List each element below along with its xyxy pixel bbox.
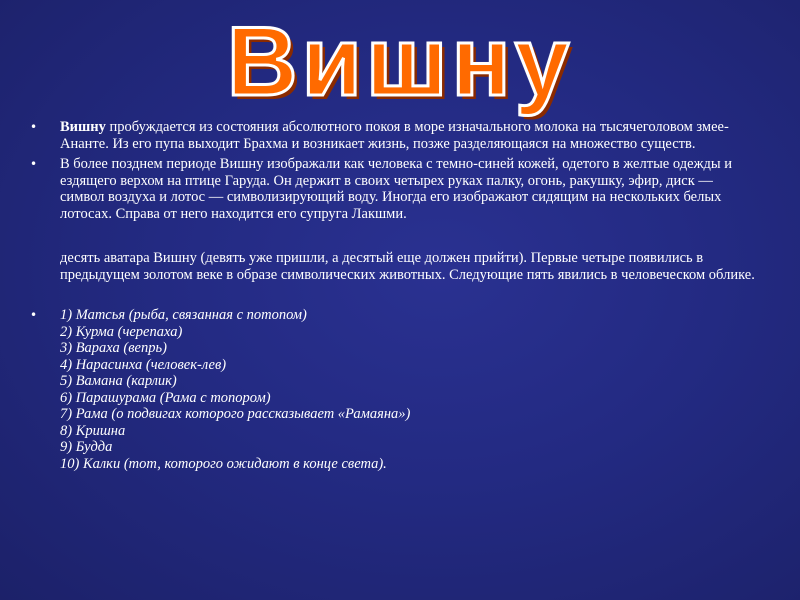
list-item: 6) Парашурама (Рама с топором) <box>60 389 271 406</box>
list-item: 8) Кришна <box>60 422 126 439</box>
list-item: 10) Калки (тот, которого ожидают в конце света). <box>60 455 387 472</box>
avatars-intro: десять аватара Вишну (девять уже пришли, а десятый еще должен прийти). Первые четыре появились в предыдущем золотом веке в образе символических животных. Следующие пять явились в человеческом облике. <box>60 250 755 283</box>
intro-bold-name: Вишну <box>60 119 106 135</box>
intro-paragraph <box>30 119 760 152</box>
avatars-list <box>60 307 760 472</box>
description-paragraph <box>30 156 760 222</box>
description-text: В более позднем периоде Вишну изображали как человека с темно-синей кожей, одетого в желтые одежды и ездящего верхом на птице Гаруда. Он держит в своих четырех руках палку, огонь, ракушку, эфир, диск — символ воздуха и лотос — символизирующий воду. Иногда его изображают сидящим на нескольких белых лотосах. Справа от него находится его супруга Лакшми. <box>60 156 733 222</box>
list-item: 4) Нарасинха (человек-лев) <box>60 356 227 373</box>
slide-content <box>30 119 760 472</box>
bullet-icon: • <box>30 157 38 171</box>
list-item: 5) Вамана (карлик) <box>60 373 177 389</box>
list-item: 7) Рама (о подвигах которого рассказывает «Рамаяна») <box>60 406 411 422</box>
avatars-list-block <box>30 307 760 472</box>
page-title: Вишну <box>226 6 574 116</box>
intro-text: пробуждается из состояния абсолютного покоя в море изначального молока на тысячеголовом змее-Ананте. Из его пупа выходит Брахма и возникает жизнь, позже разделяющаяся на множество существ. <box>60 119 729 152</box>
list-item: 2) Курма (черепаха) <box>60 323 183 340</box>
list-item: 1) Матсья (рыба, связанная с потопом) <box>60 307 307 323</box>
list-item: 9) Будда <box>60 439 113 455</box>
bullet-icon: • <box>30 120 38 134</box>
list-item: 3) Вараха (вепрь) <box>60 340 167 356</box>
bullet-icon: • <box>30 308 38 322</box>
